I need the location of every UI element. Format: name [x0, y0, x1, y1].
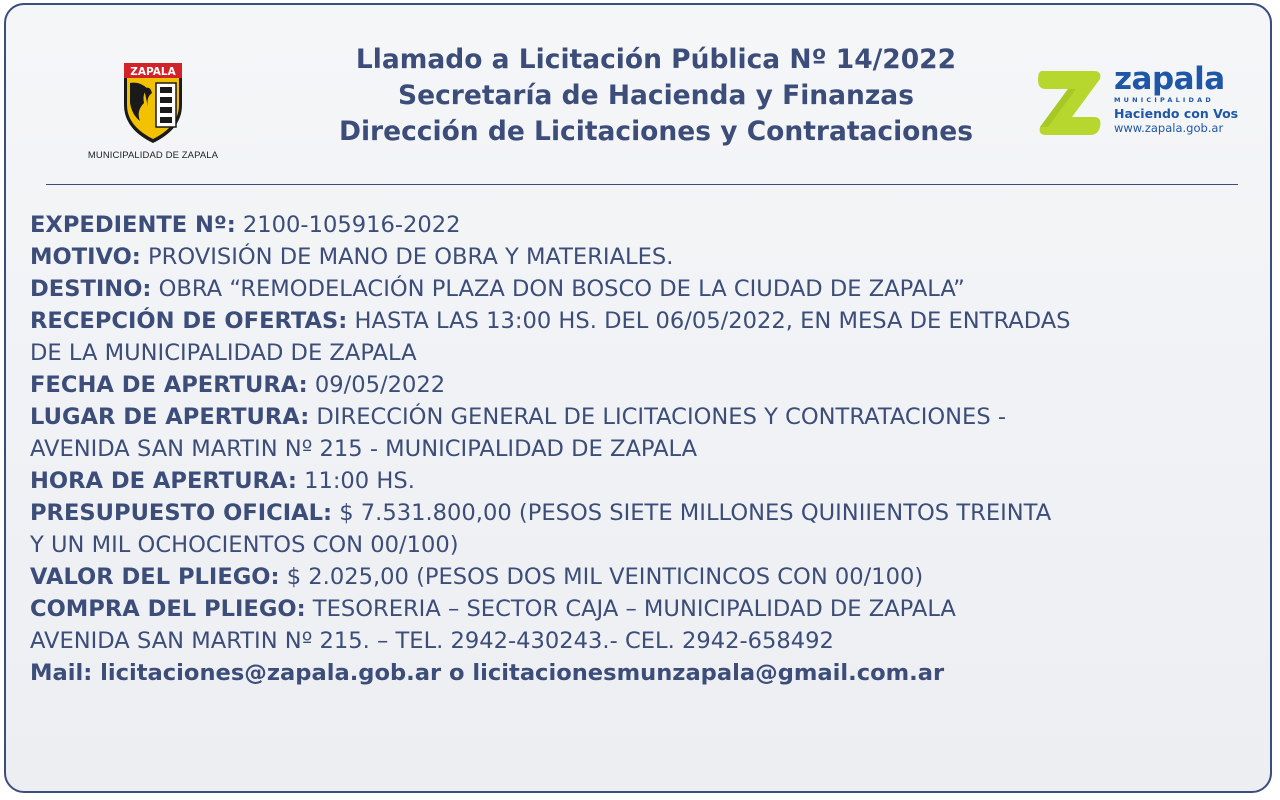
destino-value: OBRA “REMODELACIÓN PLAZA DON BOSCO DE LA CIUDAD DE ZAPALA”	[151, 276, 965, 302]
title-line-1: Llamado a Licitación Pública Nº 14/2022	[355, 44, 957, 75]
expediente-row	[30, 209, 1265, 241]
hora-label: HORA DE APERTURA:	[30, 468, 297, 494]
lugar-row-cont	[30, 433, 1265, 465]
presupuesto-row-cont	[30, 529, 1265, 561]
hora-value: 11:00 HS.	[296, 468, 415, 494]
coat-of-arms-icon	[120, 59, 186, 147]
seal-caption: MUNICIPALIDAD DE ZAPALA	[87, 150, 219, 161]
municipal-seal	[78, 59, 228, 169]
presupuesto-value: $ 7.531.800,00 (PESOS SIETE MILLONES QUINIIENTOS TREINTA	[332, 500, 1052, 526]
presupuesto-label: PRESUPUESTO OFICIAL:	[30, 500, 333, 526]
title-line-2: Secretaría de Hacienda y Finanzas	[398, 80, 914, 111]
title-line-3: Dirección de Licitaciones y Contrataciones	[338, 116, 974, 147]
compra-value: TESORERIA – SECTOR CAJA – MUNICIPALIDAD DE ZAPALA	[305, 596, 956, 622]
brand-slogan: Haciendo con Vos	[1114, 106, 1239, 121]
brand-subtitle: MUNICIPALIDAD	[1114, 96, 1214, 104]
fecha-row	[30, 369, 1265, 401]
compra-label: COMPRA DEL PLIEGO:	[30, 596, 306, 622]
recepcion-row-cont	[30, 337, 1265, 369]
lugar-row	[30, 401, 1265, 433]
destino-row	[30, 273, 1265, 305]
lugar-label: LUGAR DE APERTURA:	[30, 404, 310, 430]
valor-value: $ 2.025,00 (PESOS DOS MIL VEINTICINCOS CON 00/100)	[279, 564, 924, 590]
brand-name: zapala	[1114, 61, 1225, 97]
expediente-label: EXPEDIENTE Nº:	[30, 212, 236, 238]
presupuesto-row	[30, 497, 1265, 529]
motivo-value: PROVISIÓN DE MANO DE OBRA Y MATERIALES.	[140, 244, 674, 270]
valor-label: VALOR DEL PLIEGO:	[30, 564, 280, 590]
lugar-value-cont: AVENIDA SAN MARTIN Nº 215 - MUNICIPALIDAD DE ZAPALA	[30, 436, 698, 462]
recepcion-label: RECEPCIÓN DE OFERTAS:	[30, 308, 348, 334]
compra-row-cont	[30, 625, 1265, 657]
compra-row	[30, 593, 1265, 625]
notice-card	[4, 3, 1272, 793]
fecha-label: FECHA DE APERTURA:	[30, 372, 308, 398]
header-divider	[46, 184, 1238, 185]
page-title	[246, 42, 1066, 150]
valor-row	[30, 561, 1265, 593]
recepcion-value-cont: DE LA MUNICIPALIDAD DE ZAPALA	[30, 340, 417, 366]
recepcion-row	[30, 305, 1265, 337]
destino-label: DESTINO:	[30, 276, 152, 302]
motivo-label: MOTIVO:	[30, 244, 141, 270]
z-logo-icon	[1036, 67, 1104, 139]
compra-value-cont: AVENIDA SAN MARTIN Nº 215. – TEL. 2942-430243.- CEL. 2942-658492	[30, 628, 834, 654]
recepcion-value: HASTA LAS 13:00 HS. DEL 06/05/2022, EN MESA DE ENTRADAS	[347, 308, 1071, 334]
lugar-value: DIRECCIÓN GENERAL DE LICITACIONES Y CONTRATACIONES -	[309, 404, 1007, 430]
expediente-value: 2100-105916-2022	[235, 212, 461, 238]
notice-details	[30, 209, 1265, 689]
fecha-value: 09/05/2022	[307, 372, 446, 398]
seal-banner: ZAPALA	[130, 66, 176, 78]
zapala-brand-logo	[1036, 61, 1246, 147]
mail-contact: Mail: licitaciones@zapala.gob.ar o licitacionesmunzapala@gmail.com.ar	[30, 660, 945, 686]
brand-url: www.zapala.gob.ar	[1114, 121, 1224, 135]
presupuesto-value-cont: Y UN MIL OCHOCIENTOS CON 00/100)	[30, 532, 459, 558]
motivo-row	[30, 241, 1265, 273]
hora-row	[30, 465, 1265, 497]
